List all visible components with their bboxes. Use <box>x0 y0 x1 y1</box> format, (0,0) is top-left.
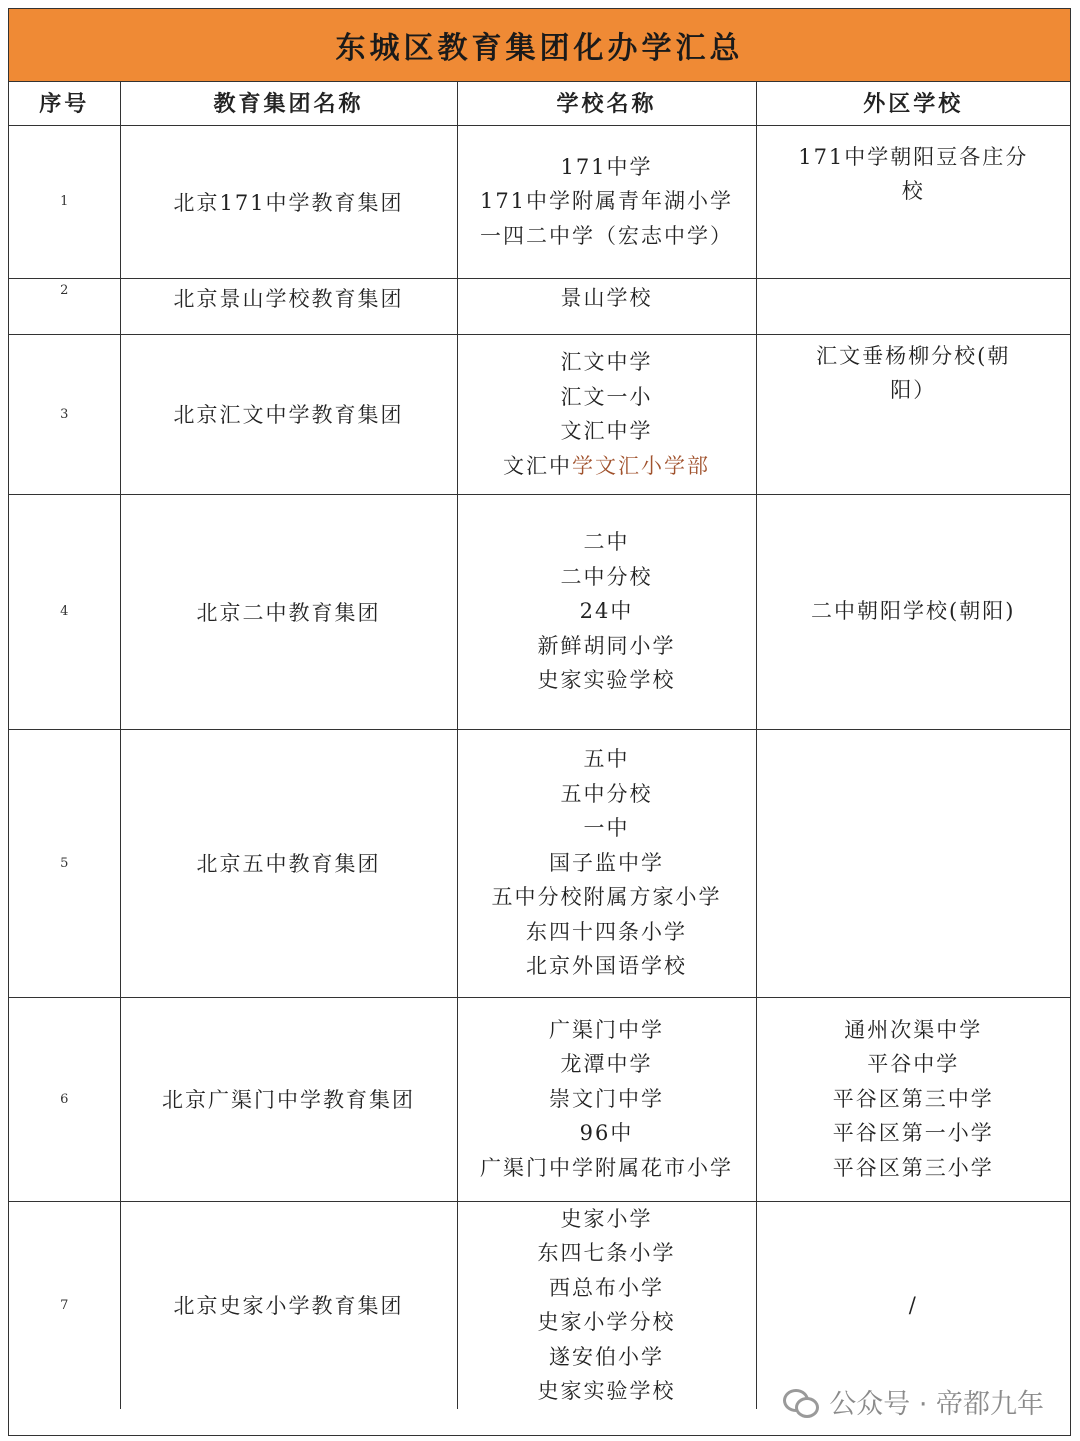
school-name: 东四七条小学 <box>537 1241 676 1265</box>
group-name: 北京二中教育集团 <box>120 494 457 729</box>
school-name: 五中分校 <box>560 781 653 806</box>
outside-school-list <box>756 997 1070 1201</box>
outside-school-list <box>756 729 1070 997</box>
school-name: 史家小学分校 <box>537 1310 676 1334</box>
watermark <box>783 1382 1044 1421</box>
school-name: 一四二中学（宏志中学） <box>480 223 733 248</box>
school-list <box>457 997 756 1201</box>
school-name-highlight: 学文汇小学部 <box>572 453 710 478</box>
header-schools: 学校名称 <box>457 81 756 125</box>
school-name: 史家实验学校 <box>537 668 676 693</box>
group-name: 北京景山学校教育集团 <box>120 278 457 334</box>
summary-table-frame <box>8 8 1071 1436</box>
outside-school-name: 171中学朝阳豆各庄分 <box>798 144 1029 169</box>
school-name: 崇文门中学 <box>549 1086 664 1111</box>
school-list <box>457 494 756 729</box>
outside-school-name: 校 <box>901 179 925 203</box>
school-name: 北京外国语学校 <box>526 954 687 979</box>
school-name: 96中 <box>579 1121 634 1146</box>
row-index: 7 <box>9 1201 120 1409</box>
outside-school-list <box>756 1201 1070 1409</box>
group-name: 北京171中学教育集团 <box>120 125 457 278</box>
table-row <box>9 125 1070 278</box>
table-row <box>9 729 1070 997</box>
school-name: 五中 <box>583 747 630 772</box>
watermark-text: 公众号 · 帝都九年 <box>829 1389 1044 1420</box>
outside-school-name: 二中朝阳学校(朝阳) <box>811 599 1016 624</box>
group-name: 北京五中教育集团 <box>120 729 457 997</box>
table-row <box>9 997 1070 1201</box>
outside-school-name: 平谷区第三小学 <box>832 1155 994 1180</box>
school-name: 二中分校 <box>560 564 653 589</box>
header-group: 教育集团名称 <box>120 81 457 125</box>
school-name: 新鲜胡同小学 <box>537 633 676 658</box>
school-name: 西总布小学 <box>549 1275 664 1300</box>
school-name <box>458 449 756 484</box>
school-name: 171中学附属青年湖小学 <box>479 189 734 214</box>
school-name: 广渠门中学 <box>549 1017 664 1042</box>
school-name: 171中学 <box>560 154 653 179</box>
school-name: 文汇中学 <box>560 419 653 443</box>
school-name: 遂安伯小学 <box>549 1344 664 1369</box>
table-row <box>9 334 1070 494</box>
table-row <box>9 494 1070 729</box>
header-outside: 外区学校 <box>756 81 1070 125</box>
table-row <box>9 1201 1070 1409</box>
row-index: 3 <box>9 334 120 494</box>
table-title: 东城区教育集团化办学汇总 <box>9 9 1070 82</box>
school-name: 一中 <box>583 816 630 841</box>
school-name: 汇文中学 <box>560 350 653 374</box>
school-name: 汇文一小 <box>560 384 653 409</box>
row-index: 4 <box>9 494 120 729</box>
row-index: 6 <box>9 997 120 1201</box>
outside-school-name: 通州次渠中学 <box>844 1017 983 1042</box>
school-name: 景山学校 <box>560 285 653 310</box>
row-index: 5 <box>9 729 120 997</box>
outside-school-list <box>756 494 1070 729</box>
school-list <box>457 729 756 997</box>
summary-table <box>9 81 1070 1409</box>
outside-school-name: 阳） <box>890 378 937 402</box>
outside-school-list <box>756 278 1070 334</box>
school-name: 五中分校附属方家小学 <box>491 885 722 910</box>
group-name: 北京广渠门中学教育集团 <box>120 997 457 1201</box>
school-name: 龙潭中学 <box>560 1052 653 1077</box>
school-list <box>457 1201 756 1409</box>
school-name: 东四十四条小学 <box>526 919 687 944</box>
outside-school-name: 平谷区第一小学 <box>832 1121 994 1146</box>
school-name-prefix: 文汇中 <box>503 453 572 478</box>
school-list <box>457 334 756 494</box>
header-index: 序号 <box>9 81 120 125</box>
outside-school-name: 汇文垂杨柳分校(朝 <box>816 343 1011 368</box>
school-name: 国子监中学 <box>549 850 664 875</box>
school-name: 史家小学 <box>560 1206 653 1231</box>
school-name: 24中 <box>579 599 634 624</box>
outside-school-name: 平谷区第三中学 <box>832 1086 994 1111</box>
row-index: 2 <box>9 278 120 334</box>
outside-school-list <box>756 334 1070 494</box>
school-list <box>457 125 756 278</box>
group-name: 北京汇文中学教育集团 <box>120 334 457 494</box>
school-name: 史家实验学校 <box>537 1379 676 1403</box>
school-name: 广渠门中学附属花市小学 <box>480 1155 733 1180</box>
table-row <box>9 278 1070 334</box>
row-index: 1 <box>9 125 120 278</box>
school-list <box>457 278 756 334</box>
school-name: 二中 <box>583 530 630 555</box>
outside-school-list <box>756 125 1070 278</box>
header-row <box>9 81 1070 125</box>
outside-school-name: / <box>908 1292 918 1317</box>
wechat-icon <box>783 1387 819 1417</box>
outside-school-name: 平谷中学 <box>867 1052 960 1077</box>
group-name: 北京史家小学教育集团 <box>120 1201 457 1409</box>
